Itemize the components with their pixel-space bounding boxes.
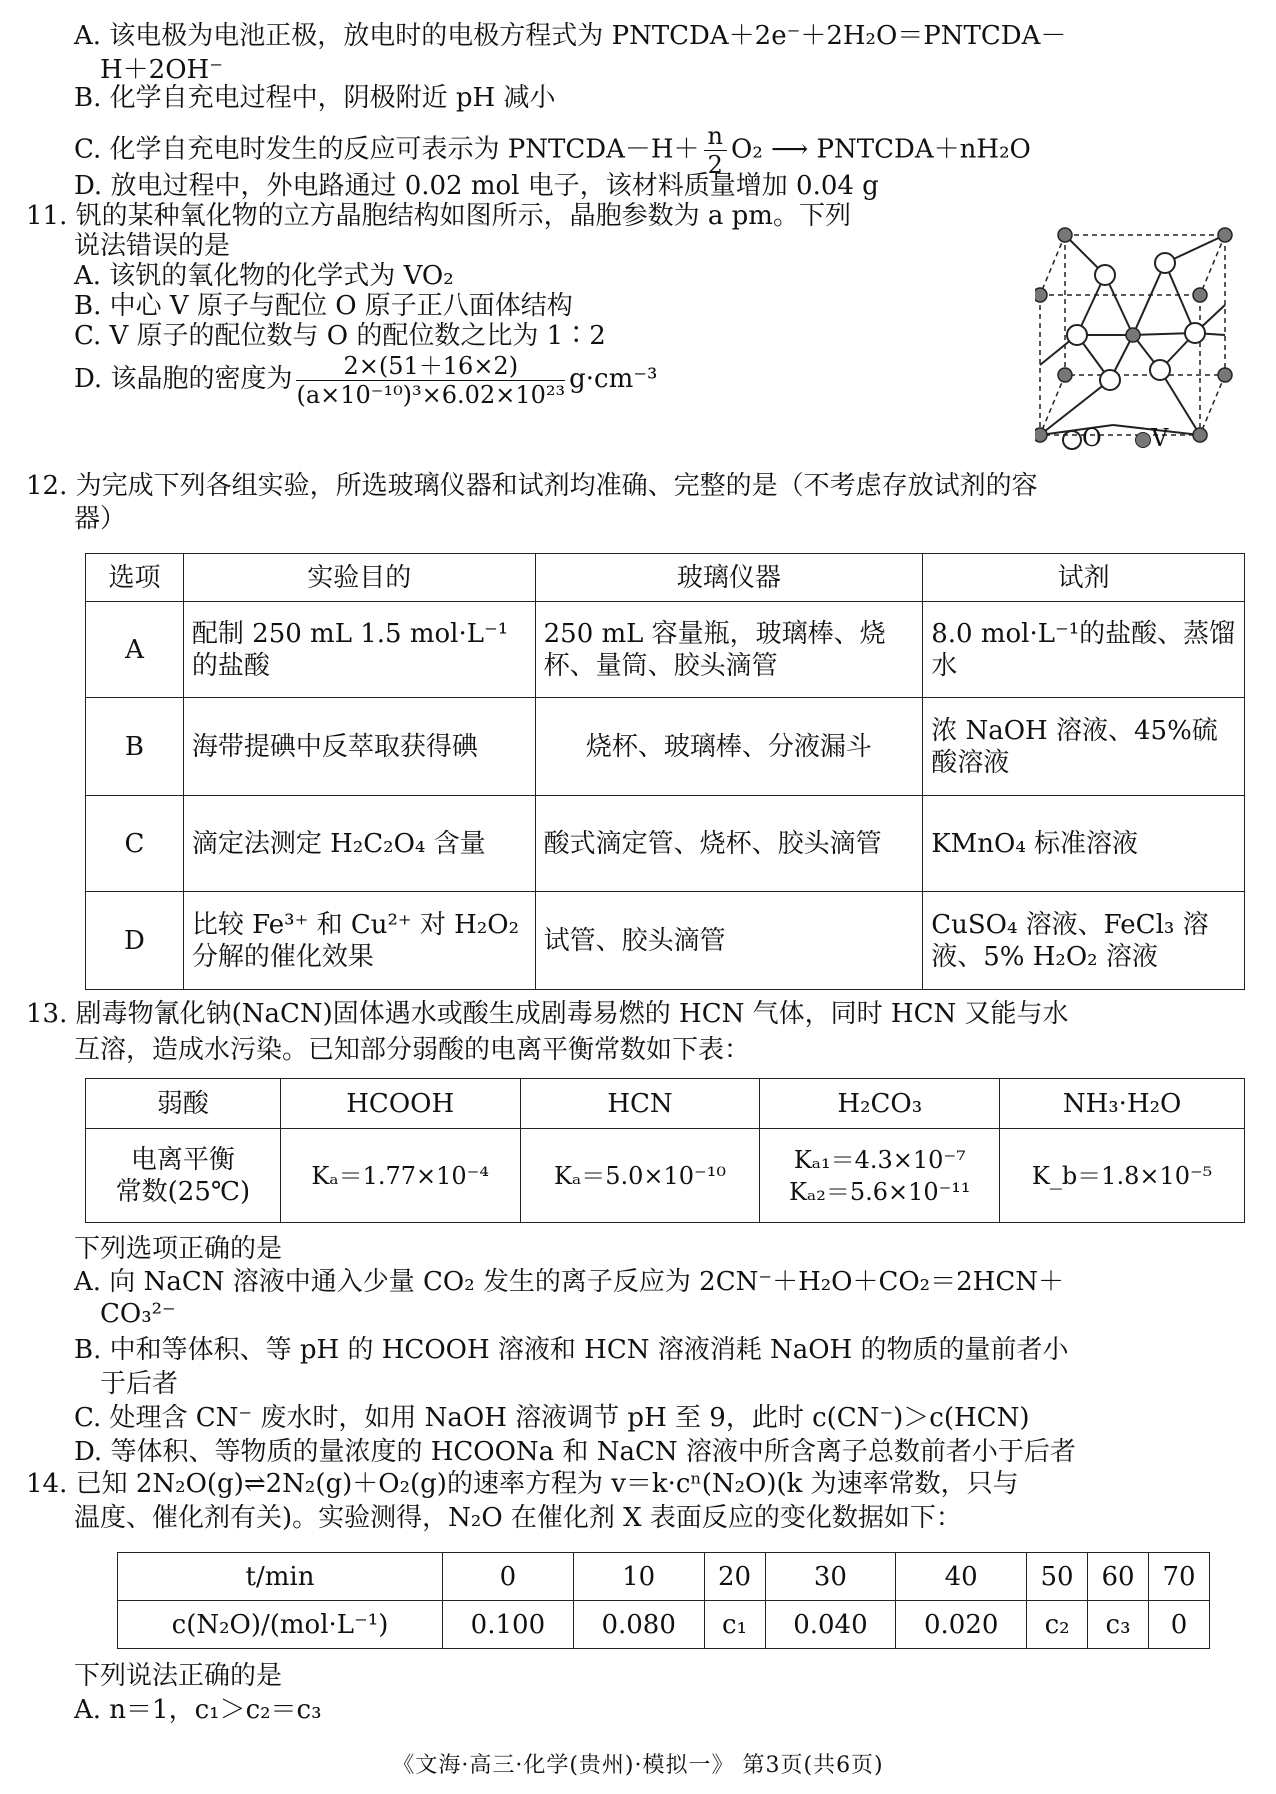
o-legend-label: O [1082, 424, 1102, 452]
cell-purpose: 滴定法测定 H₂C₂O₄ 含量 [183, 796, 535, 892]
col-header-reagents: 试剂 [923, 554, 1245, 602]
table-row [86, 698, 1245, 796]
cell-purpose: 海带提碘中反萃取获得碘 [183, 698, 535, 796]
col-header-nh3h2o: NH₃·H₂O [1000, 1079, 1245, 1129]
concentration-cell: c₁ [704, 1601, 765, 1649]
cell-glassware: 酸式滴定管、烧杯、胶头滴管 [535, 796, 923, 892]
o-legend-icon [1062, 430, 1082, 450]
page-footer: 《文海·高三·化学(贵州)·模拟一》 第3页(共6页) [392, 1753, 884, 1778]
q11-option-c: C. V 原子的配位数与 O 的配位数之比为 1∶2 [74, 321, 606, 351]
col-header-glassware: 玻璃仪器 [535, 554, 923, 602]
q11-option-a: A. 该钒的氧化物的化学式为 VO₂ [74, 261, 454, 291]
fraction-denominator: (a×10⁻¹⁰)³×6.02×10²³ [296, 380, 566, 409]
q13-ask: 下列选项正确的是 [74, 1234, 283, 1264]
concentration-cell: 0.020 [896, 1601, 1027, 1649]
q11-option-d-pre: D. 该晶胞的密度为 [74, 364, 293, 394]
q13-header-row [86, 1079, 1245, 1129]
q14-stem-line1: 14. 已知 2N₂O(g)⇌2N₂(g)＋O₂(g)的速率方程为 v＝k·cⁿ(N₂O)(k 为速率常数，只与 [26, 1469, 1019, 1499]
time-cell: 0 [443, 1553, 574, 1601]
q14-stem-line2: 温度、催化剂有关)。实验测得，N₂O 在催化剂 X 表面反应的变化数据如下： [74, 1503, 962, 1533]
col-header-hcn: HCN [520, 1079, 760, 1129]
time-cell: 10 [573, 1553, 704, 1601]
time-cell: 30 [765, 1553, 896, 1601]
cell-reagents: KMnO₄ 标准溶液 [923, 796, 1245, 892]
q10-option-b: B. 化学自充电过程中，阴极附近 pH 减小 [74, 83, 556, 113]
table-row [86, 602, 1245, 698]
time-cell: 70 [1148, 1553, 1209, 1601]
q10-option-c-pre: C. 化学自充电时发生的反应可表示为 PNTCDA－H＋ [74, 134, 700, 165]
concentration-cell: c₂ [1027, 1601, 1088, 1649]
kb-nh3h2o: K_b＝1.8×10⁻⁵ [1000, 1129, 1245, 1223]
q11-option-d-post: g·cm⁻³ [569, 364, 658, 394]
concentration-cell: 0.100 [443, 1601, 574, 1649]
cell-glassware: 烧杯、玻璃棒、分液漏斗 [535, 698, 923, 796]
q13-option-b-line1: B. 中和等体积、等 pH 的 HCOOH 溶液和 HCN 溶液消耗 NaOH 的物质的量前者小 [74, 1335, 1069, 1365]
fraction-denominator: 2 [707, 151, 723, 179]
q13-option-a-line2: CO₃²⁻ [100, 1299, 176, 1329]
cell-option: A [86, 602, 184, 698]
q14-ask: 下列说法正确的是 [74, 1661, 283, 1691]
q13-stem-line2: 互溶，造成水污染。已知部分弱酸的电离平衡常数如下表： [74, 1035, 751, 1065]
col-header-hcooh: HCOOH [280, 1079, 520, 1129]
concentration-cell: 0 [1148, 1601, 1209, 1649]
cell-reagents: 浓 NaOH 溶液、45%硫酸溶液 [923, 698, 1245, 796]
q13-constants-table [85, 1078, 1245, 1223]
row-label-line1: 电离平衡 [130, 1144, 235, 1175]
ka2-h2co3: Kₐ₂＝5.6×10⁻¹¹ [789, 1177, 971, 1206]
v-legend-label: V [1150, 424, 1169, 452]
q13-option-c: C. 处理含 CN⁻ 废水时，如用 NaOH 溶液调节 pH 至 9，此时 c(CN⁻)＞c(HCN) [74, 1403, 1030, 1433]
time-cell: 60 [1088, 1553, 1149, 1601]
row-label-constants [86, 1129, 281, 1223]
col-header-weak-acid: 弱酸 [86, 1079, 281, 1129]
cell-reagents: 8.0 mol·L⁻¹的盐酸、蒸馏水 [923, 602, 1245, 698]
q12-stem-line2: 器） [74, 504, 127, 534]
time-cell: 50 [1027, 1553, 1088, 1601]
q13-option-b-line2: 于后者 [100, 1369, 179, 1399]
cell-purpose: 配制 250 mL 1.5 mol·L⁻¹的盐酸 [183, 602, 535, 698]
time-cell: 20 [704, 1553, 765, 1601]
cell-purpose: 比较 Fe³⁺ 和 Cu²⁺ 对 H₂O₂ 分解的催化效果 [183, 892, 535, 990]
fraction-numerator: n [704, 122, 727, 151]
q14-data-table [117, 1552, 1210, 1649]
table-row [118, 1553, 1210, 1601]
time-cell: 40 [896, 1553, 1027, 1601]
q10-option-a-line2: H＋2OH⁻ [100, 55, 223, 85]
col-header-option: 选项 [86, 554, 184, 602]
q10-option-a-line1: A. 该电极为电池正极，放电时的电极方程式为 PNTCDA＋2e⁻＋2H₂O＝PNTCDA－ [74, 21, 1067, 51]
q12-header-row [86, 554, 1245, 602]
v-legend-icon [1135, 432, 1151, 448]
cell-option: D [86, 892, 184, 990]
col-header-h2co3: H₂CO₃ [760, 1079, 1000, 1129]
cell-glassware: 250 mL 容量瓶，玻璃棒、烧杯、量筒、胶头滴管 [535, 602, 923, 698]
q12-table [85, 553, 1245, 990]
row-label-time: t/min [118, 1553, 443, 1601]
q10-option-c-post: O₂ ⟶ PNTCDA＋nH₂O [731, 134, 1031, 165]
concentration-cell: 0.080 [573, 1601, 704, 1649]
q13-option-d: D. 等体积、等物质的量浓度的 HCOONa 和 NaCN 溶液中所含离子总数前者小于后者 [74, 1437, 1076, 1467]
cell-option: C [86, 796, 184, 892]
ka-hcooh: Kₐ＝1.77×10⁻⁴ [280, 1129, 520, 1223]
cell-glassware: 试管、胶头滴管 [535, 892, 923, 990]
ka-hcn: Kₐ＝5.0×10⁻¹⁰ [520, 1129, 760, 1223]
table-row [86, 796, 1245, 892]
q11-option-d [74, 350, 657, 409]
fraction-numerator: 2×(51＋16×2) [296, 352, 565, 381]
q14-option-a: A. n＝1，c₁＞c₂＝c₃ [74, 1695, 322, 1725]
row-label-concentration: c(N₂O)/(mol·L⁻¹) [118, 1601, 443, 1649]
q11-density-fraction [296, 352, 565, 409]
q12-stem-line1: 12. 为完成下列各组实验，所选玻璃仪器和试剂均准确、完整的是（不考虑存放试剂的容 [26, 471, 1038, 501]
q11-option-b: B. 中心 V 原子与配位 O 原子正八面体结构 [74, 291, 573, 321]
cell-option: B [86, 698, 184, 796]
concentration-cell: 0.040 [765, 1601, 896, 1649]
table-row [86, 892, 1245, 990]
q11-stem-line1: 11. 钒的某种氧化物的立方晶胞结构如图所示，晶胞参数为 a pm。下列 [26, 201, 851, 231]
concentration-cell: c₃ [1088, 1601, 1149, 1649]
q13-stem-line1: 13. 剧毒物氰化钠(NaCN)固体遇水或酸生成剧毒易燃的 HCN 气体，同时 HCN 又能与水 [26, 999, 1069, 1029]
crystal-legend [1062, 422, 1168, 454]
row-label-line2: 常数(25℃) [115, 1176, 251, 1207]
ka-h2co3 [760, 1129, 1000, 1223]
col-header-purpose: 实验目的 [183, 554, 535, 602]
ka1-h2co3: Kₐ₁＝4.3×10⁻⁷ [793, 1145, 966, 1174]
q13-option-a-line1: A. 向 NaCN 溶液中通入少量 CO₂ 发生的离子反应为 2CN⁻＋H₂O＋CO₂＝2HCN＋ [74, 1267, 1064, 1297]
o-atoms [1067, 253, 1205, 390]
cell-reagents: CuSO₄ 溶液、FeCl₃ 溶液、5% H₂O₂ 溶液 [923, 892, 1245, 990]
crystal-cell-figure [1035, 225, 1250, 450]
table-row [86, 1129, 1245, 1223]
q10-option-d: D. 放电过程中，外电路通过 0.02 mol 电子，该材料质量增加 0.04 g [74, 171, 879, 201]
table-row [118, 1601, 1210, 1649]
q11-stem-line2: 说法错误的是 [74, 231, 231, 261]
